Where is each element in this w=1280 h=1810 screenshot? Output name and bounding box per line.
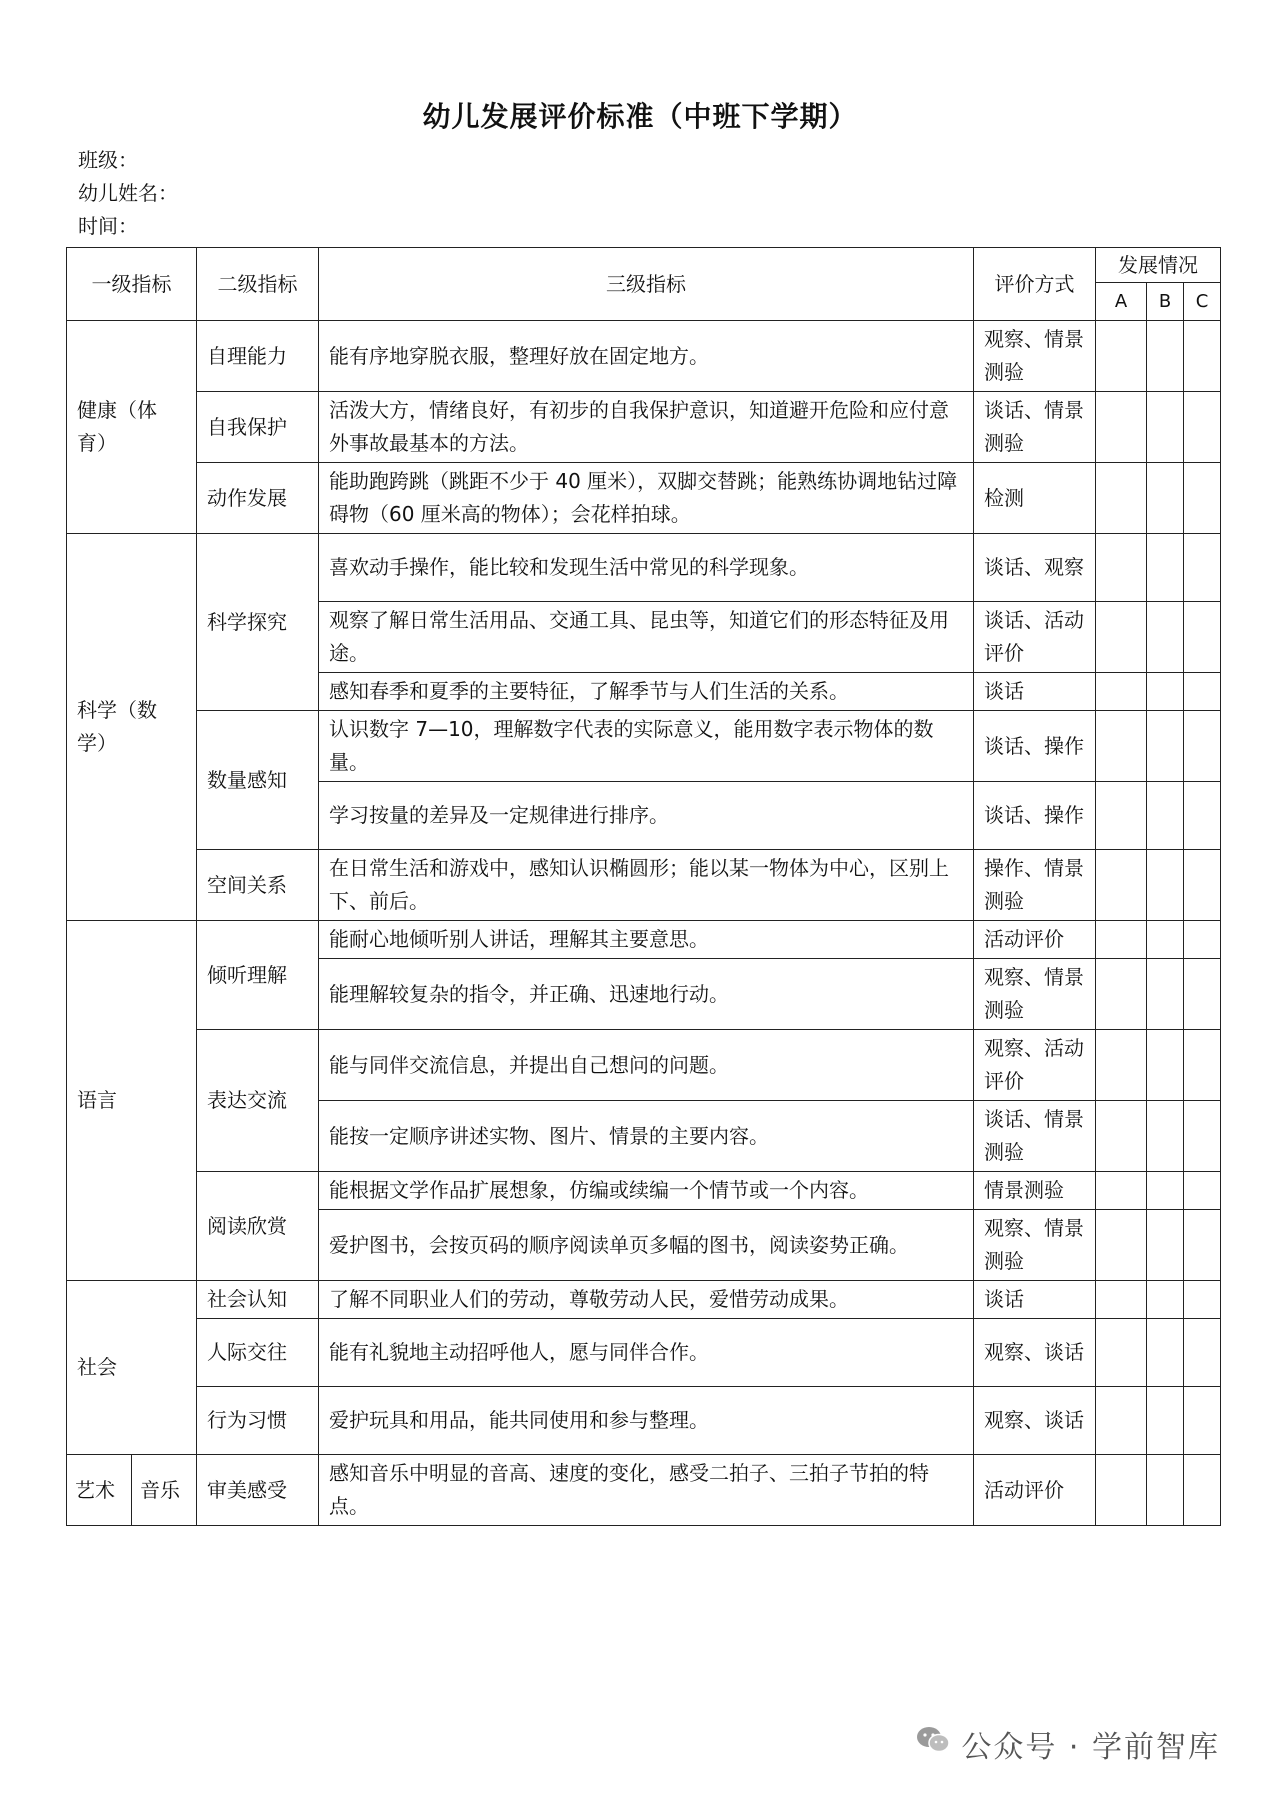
indicator-text: 爱护玩具和用品，能共同使用和参与整理。	[319, 1387, 974, 1455]
rating-cell-c[interactable]	[1184, 959, 1221, 1030]
rating-cell-c[interactable]	[1184, 850, 1221, 921]
rating-cell-c[interactable]	[1184, 602, 1221, 673]
footer-watermark	[915, 1722, 1220, 1766]
domain-language: 语言	[67, 921, 197, 1281]
evaluation-table	[66, 247, 1221, 1526]
rating-cell-a[interactable]	[1096, 959, 1147, 1030]
header-b: B	[1147, 283, 1184, 321]
indicator-text: 能有序地穿脱衣服，整理好放在固定地方。	[319, 321, 974, 392]
domain-social: 社会	[67, 1281, 197, 1455]
header-development: 发展情况	[1096, 248, 1221, 283]
rating-cell-b[interactable]	[1147, 1101, 1184, 1172]
header-method: 评价方式	[974, 248, 1096, 321]
time-label: 时间：	[78, 214, 138, 238]
rating-cell-a[interactable]	[1096, 1281, 1147, 1319]
rating-cell-c[interactable]	[1184, 1319, 1221, 1387]
method-text: 谈话、操作	[974, 711, 1096, 782]
rating-cell-b[interactable]	[1147, 392, 1184, 463]
indicator-text: 感知音乐中明显的音高、速度的变化，感受二拍子、三拍子节拍的特点。	[319, 1455, 974, 1526]
method-text: 谈话、活动评价	[974, 602, 1096, 673]
rating-cell-a[interactable]	[1096, 673, 1147, 711]
rating-cell-b[interactable]	[1147, 1030, 1184, 1101]
rating-cell-c[interactable]	[1184, 1210, 1221, 1281]
sub-reading: 阅读欣赏	[197, 1172, 319, 1281]
rating-cell-c[interactable]	[1184, 1281, 1221, 1319]
rating-cell-c[interactable]	[1184, 711, 1221, 782]
rating-cell-b[interactable]	[1147, 711, 1184, 782]
sub-habits: 行为习惯	[197, 1387, 319, 1455]
rating-cell-c[interactable]	[1184, 673, 1221, 711]
indicator-text: 喜欢动手操作，能比较和发现生活中常见的科学现象。	[319, 534, 974, 602]
indicator-text: 观察了解日常生活用品、交通工具、昆虫等，知道它们的形态特征及用途。	[319, 602, 974, 673]
rating-cell-a[interactable]	[1096, 321, 1147, 392]
header-level1: 一级指标	[67, 248, 197, 321]
sub-aesthetic: 审美感受	[197, 1455, 319, 1526]
rating-cell-b[interactable]	[1147, 1319, 1184, 1387]
rating-cell-c[interactable]	[1184, 392, 1221, 463]
method-text: 活动评价	[974, 921, 1096, 959]
indicator-text: 认识数字 7—10，理解数字代表的实际意义，能用数字表示物体的数量。	[319, 711, 974, 782]
method-text: 谈话、操作	[974, 782, 1096, 850]
class-label: 班级：	[78, 148, 138, 172]
method-text: 观察、情景测验	[974, 959, 1096, 1030]
rating-cell-b[interactable]	[1147, 1172, 1184, 1210]
rating-cell-c[interactable]	[1184, 1387, 1221, 1455]
rating-cell-b[interactable]	[1147, 850, 1184, 921]
rating-cell-b[interactable]	[1147, 602, 1184, 673]
rating-cell-b[interactable]	[1147, 463, 1184, 534]
rating-cell-c[interactable]	[1184, 1455, 1221, 1526]
indicator-text: 能根据文学作品扩展想象，仿编或续编一个情节或一个内容。	[319, 1172, 974, 1210]
sub-quantity: 数量感知	[197, 711, 319, 850]
rating-cell-a[interactable]	[1096, 1172, 1147, 1210]
rating-cell-a[interactable]	[1096, 1210, 1147, 1281]
rating-cell-b[interactable]	[1147, 1210, 1184, 1281]
rating-cell-c[interactable]	[1184, 921, 1221, 959]
rating-cell-b[interactable]	[1147, 782, 1184, 850]
indicator-text: 能有礼貌地主动招呼他人，愿与同伴合作。	[319, 1319, 974, 1387]
rating-cell-b[interactable]	[1147, 321, 1184, 392]
sub-self-protect: 自我保护	[197, 392, 319, 463]
rating-cell-b[interactable]	[1147, 921, 1184, 959]
child-name-label: 幼儿姓名：	[78, 181, 178, 205]
indicator-text: 了解不同职业人们的劳动，尊敬劳动人民，爱惜劳动成果。	[319, 1281, 974, 1319]
rating-cell-a[interactable]	[1096, 711, 1147, 782]
method-text: 操作、情景测验	[974, 850, 1096, 921]
sub-expression: 表达交流	[197, 1030, 319, 1172]
indicator-text: 活泼大方，情绪良好，有初步的自我保护意识，知道避开危险和应付意外事故最基本的方法。	[319, 392, 974, 463]
header-level2: 二级指标	[197, 248, 319, 321]
wechat-icon	[915, 1724, 951, 1764]
domain-health: 健康（体育）	[67, 321, 197, 534]
sub-social-cognition: 社会认知	[197, 1281, 319, 1319]
indicator-text: 在日常生活和游戏中，感知认识椭圆形；能以某一物体为中心，区别上下、前后。	[319, 850, 974, 921]
header-level3: 三级指标	[319, 248, 974, 321]
rating-cell-a[interactable]	[1096, 921, 1147, 959]
rating-cell-c[interactable]	[1184, 321, 1221, 392]
method-text: 情景测验	[974, 1172, 1096, 1210]
method-text: 观察、活动评价	[974, 1030, 1096, 1101]
method-text: 谈话	[974, 1281, 1096, 1319]
method-text: 检测	[974, 463, 1096, 534]
indicator-text: 能耐心地倾听别人讲话，理解其主要意思。	[319, 921, 974, 959]
sub-space: 空间关系	[197, 850, 319, 921]
rating-cell-a[interactable]	[1096, 1387, 1147, 1455]
rating-cell-c[interactable]	[1184, 534, 1221, 602]
domain-science: 科学（数学）	[67, 534, 197, 921]
indicator-text: 能助跑跨跳（跳距不少于 40 厘米），双脚交替跳；能熟练协调地钻过障碍物（60 厘米高的物体）；会花样拍球。	[319, 463, 974, 534]
rating-cell-a[interactable]	[1096, 392, 1147, 463]
rating-cell-a[interactable]	[1096, 1030, 1147, 1101]
rating-cell-c[interactable]	[1184, 1172, 1221, 1210]
rating-cell-a[interactable]	[1096, 1455, 1147, 1526]
indicator-text: 能理解较复杂的指令，并正确、迅速地行动。	[319, 959, 974, 1030]
method-text: 观察、谈话	[974, 1387, 1096, 1455]
header-a: A	[1096, 283, 1147, 321]
indicator-text: 能按一定顺序讲述实物、图片、情景的主要内容。	[319, 1101, 974, 1172]
rating-cell-c[interactable]	[1184, 1101, 1221, 1172]
rating-cell-b[interactable]	[1147, 673, 1184, 711]
method-text: 谈话、情景测验	[974, 392, 1096, 463]
method-text: 观察、谈话	[974, 1319, 1096, 1387]
rating-cell-b[interactable]	[1147, 534, 1184, 602]
account-name: 公众号 · 学前智库	[961, 1730, 1220, 1765]
sub-listening: 倾听理解	[197, 921, 319, 1030]
method-text: 谈话、观察	[974, 534, 1096, 602]
indicator-text: 学习按量的差异及一定规律进行排序。	[319, 782, 974, 850]
rating-cell-c[interactable]	[1184, 463, 1221, 534]
domain-music: 音乐	[132, 1455, 197, 1526]
method-text: 谈话、情景测验	[974, 1101, 1096, 1172]
sub-motor: 动作发展	[197, 463, 319, 534]
rating-cell-c[interactable]	[1184, 1030, 1221, 1101]
rating-cell-b[interactable]	[1147, 1455, 1184, 1526]
rating-cell-a[interactable]	[1096, 463, 1147, 534]
rating-cell-a[interactable]	[1096, 1101, 1147, 1172]
method-text: 观察、情景测验	[974, 1210, 1096, 1281]
rating-cell-a[interactable]	[1096, 602, 1147, 673]
rating-cell-a[interactable]	[1096, 782, 1147, 850]
page-title: 幼儿发展评价标准（中班下学期）	[422, 100, 858, 133]
indicator-text: 感知春季和夏季的主要特征，了解季节与人们生活的关系。	[319, 673, 974, 711]
method-text: 活动评价	[974, 1455, 1096, 1526]
rating-cell-a[interactable]	[1096, 1319, 1147, 1387]
sub-self-care: 自理能力	[197, 321, 319, 392]
domain-art: 艺术	[67, 1455, 132, 1526]
header-c: C	[1184, 283, 1221, 321]
sub-interpersonal: 人际交往	[197, 1319, 319, 1387]
rating-cell-a[interactable]	[1096, 534, 1147, 602]
rating-cell-b[interactable]	[1147, 959, 1184, 1030]
indicator-text: 能与同伴交流信息，并提出自己想问的问题。	[319, 1030, 974, 1101]
method-text: 谈话	[974, 673, 1096, 711]
rating-cell-b[interactable]	[1147, 1387, 1184, 1455]
rating-cell-a[interactable]	[1096, 850, 1147, 921]
method-text: 观察、情景测验	[974, 321, 1096, 392]
indicator-text: 爱护图书，会按页码的顺序阅读单页多幅的图书，阅读姿势正确。	[319, 1210, 974, 1281]
sub-science-explore: 科学探究	[197, 534, 319, 711]
rating-cell-c[interactable]	[1184, 782, 1221, 850]
rating-cell-b[interactable]	[1147, 1281, 1184, 1319]
